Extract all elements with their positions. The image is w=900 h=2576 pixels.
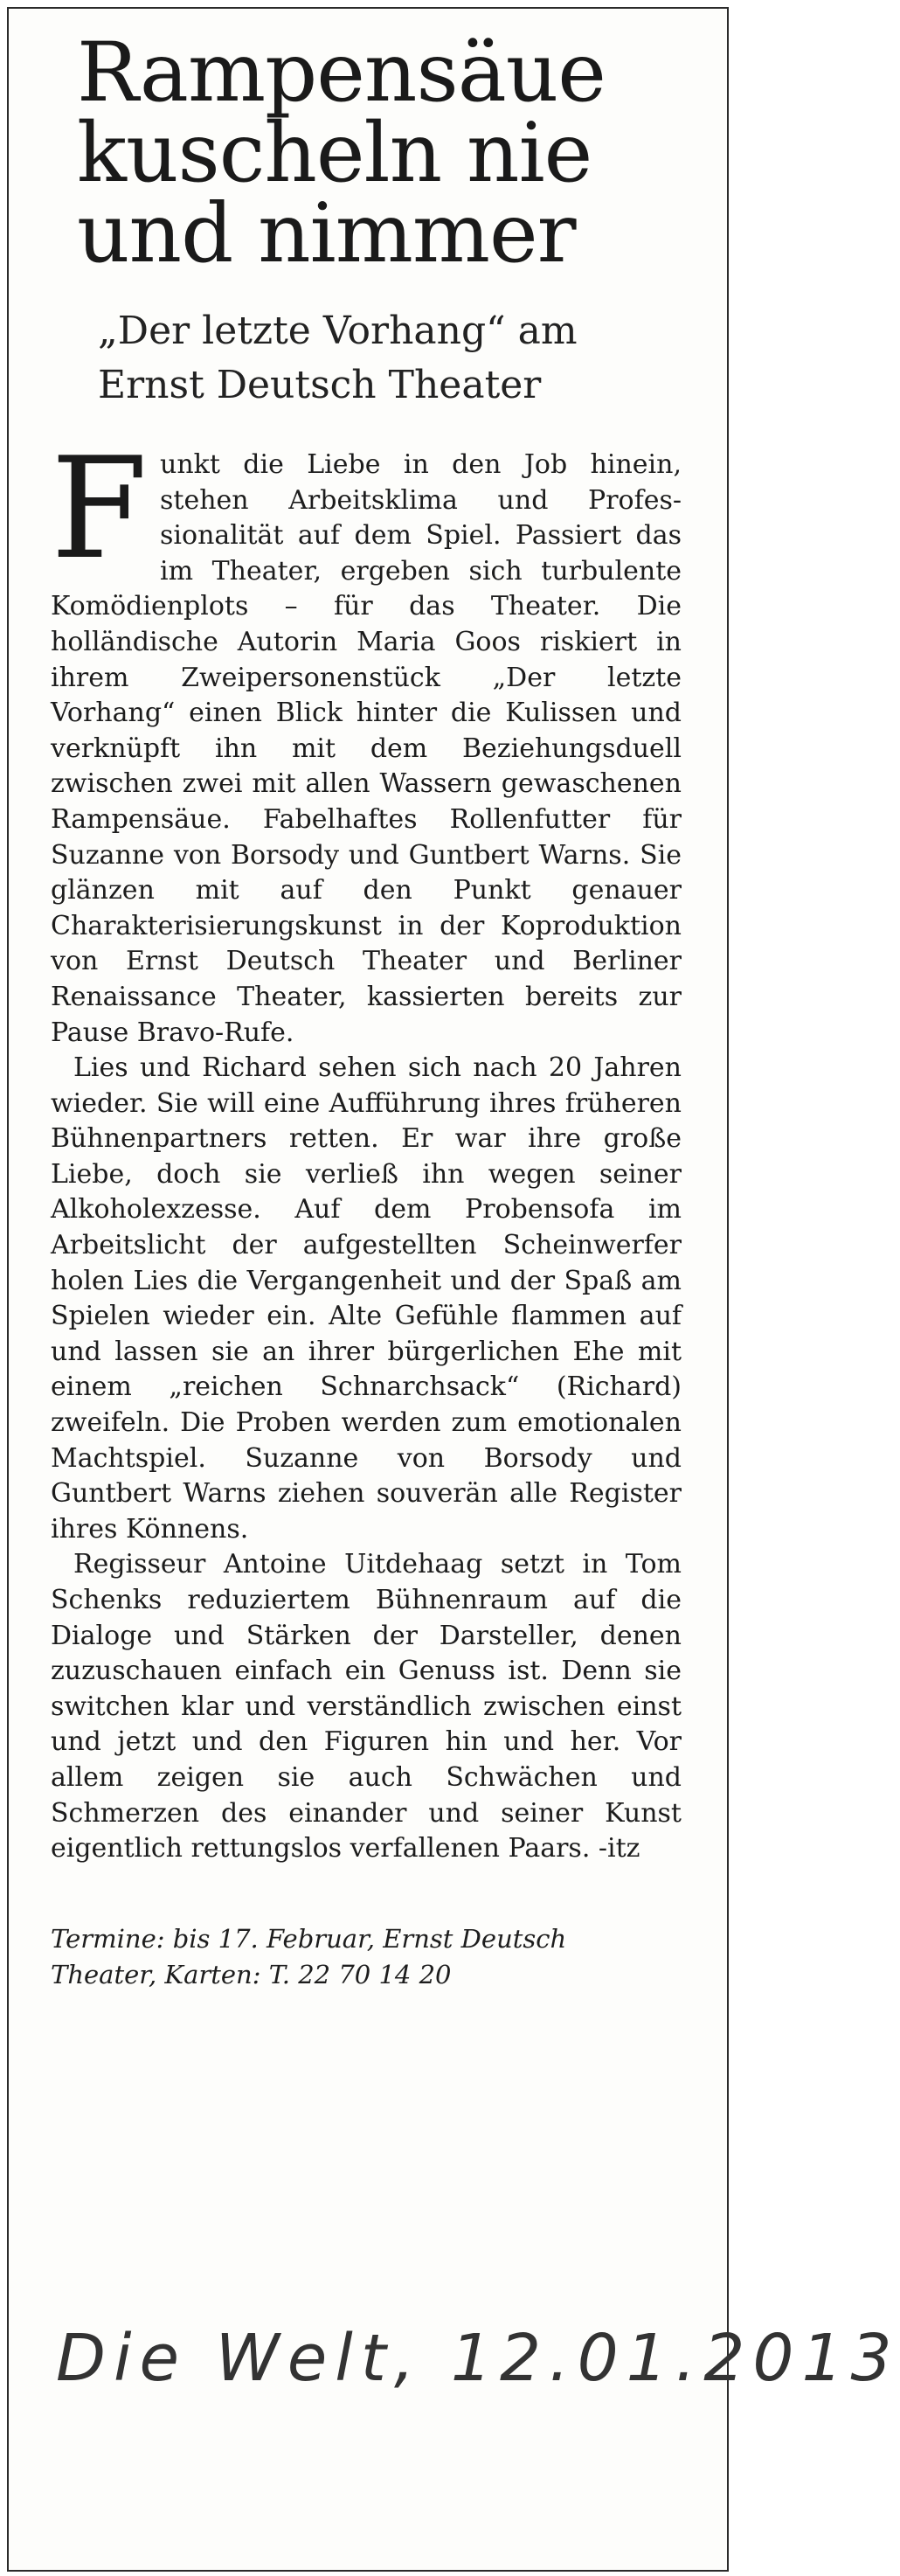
article-clipping	[24, 25, 710, 1993]
paragraph-1-text: unkt die Liebe in den Job hinein, stehen Arbeitsklima und Professionalität auf dem Spiel. Passiert das im Theater, ergeben sich turbulente Komödienplots – für das Theater. Die holländische Autorin Maria Goos riskiert in ihrem Zweipersonenstück „Der letzte Vorhang“ einen Blick hinter die Kulissen und verknüpft ihn mit dem Beziehungsduell zwischen zwei mit allen Wassern gewaschenen Rampensäue. Fabelhaftes Rollenfutter für Suzanne von Borsody und Guntbert Warns. Sie glänzen mit auf den Punkt genauer Charakterisierungskunst in der Koproduktion von Ernst Deutsch Theater und Berliner Renaissance Theater, kassierten bereits zur Pause Bravo-Rufe.	[51, 449, 682, 1048]
subhead-line: „Der letzte Vorhang“ am	[98, 309, 578, 353]
paragraph-3: Regisseur Antoine Uitdehaag setzt in Tom Schenks reduziertem Bühnenraum auf die Dialoge und Stärken der Darsteller, denen zuzuschauen einfach ein Genuss ist. Denn sie switchen klar und verständlich zwischen einst und jetzt und den Figuren hin und her. Vor allem zeigen sie auch Schwächen und Schmerzen des einander und seiner Kunst eigentlich rettungslos verfallenen Paars. -itz	[51, 1549, 682, 1864]
article-subheadline	[98, 304, 710, 413]
drop-cap: F	[51, 427, 149, 590]
event-dates-info	[51, 1921, 680, 1993]
termine-line: Termine: bis 17. Februar, Ernst Deutsch	[51, 1923, 567, 1954]
headline-line: Rampensäue	[77, 25, 606, 121]
subhead-line: Ernst Deutsch Theater	[98, 363, 542, 407]
article-body	[51, 427, 682, 1867]
headline-line: kuscheln nie	[77, 106, 592, 201]
paragraph-1	[51, 427, 682, 1051]
headline-line: und nimmer	[77, 186, 576, 281]
termine-line: Theater, Karten: T. 22 70 14 20	[51, 1959, 452, 1989]
paragraph-2: Lies und Richard sehen sich nach 20 Jahren wieder. Sie will eine Aufführung ihres früheren Bühnenpartners retten. Er war ihre große Liebe, doch sie verließ ihn wegen seiner Alkoholexzesse. Auf dem Probensofa im Arbeitslicht der aufgestellten Scheinwerfer holen Lies die Vergangenheit und der Spaß am Spielen wieder ein. Alte Gefühle flammen auf und lassen sie an ihrer bürgerlichen Ehe mit einem „reichen Schnarchsack“ (Richard) zweifeln. Die Proben werden zum emotionalen Machtspiel. Suzanne von Borsody und Guntbert Warns ziehen souverän alle Register ihres Könnens.	[51, 1052, 682, 1545]
handwritten-source-note: Die Welt, 12.01.2013	[56, 2321, 900, 2396]
article-headline	[77, 25, 710, 281]
